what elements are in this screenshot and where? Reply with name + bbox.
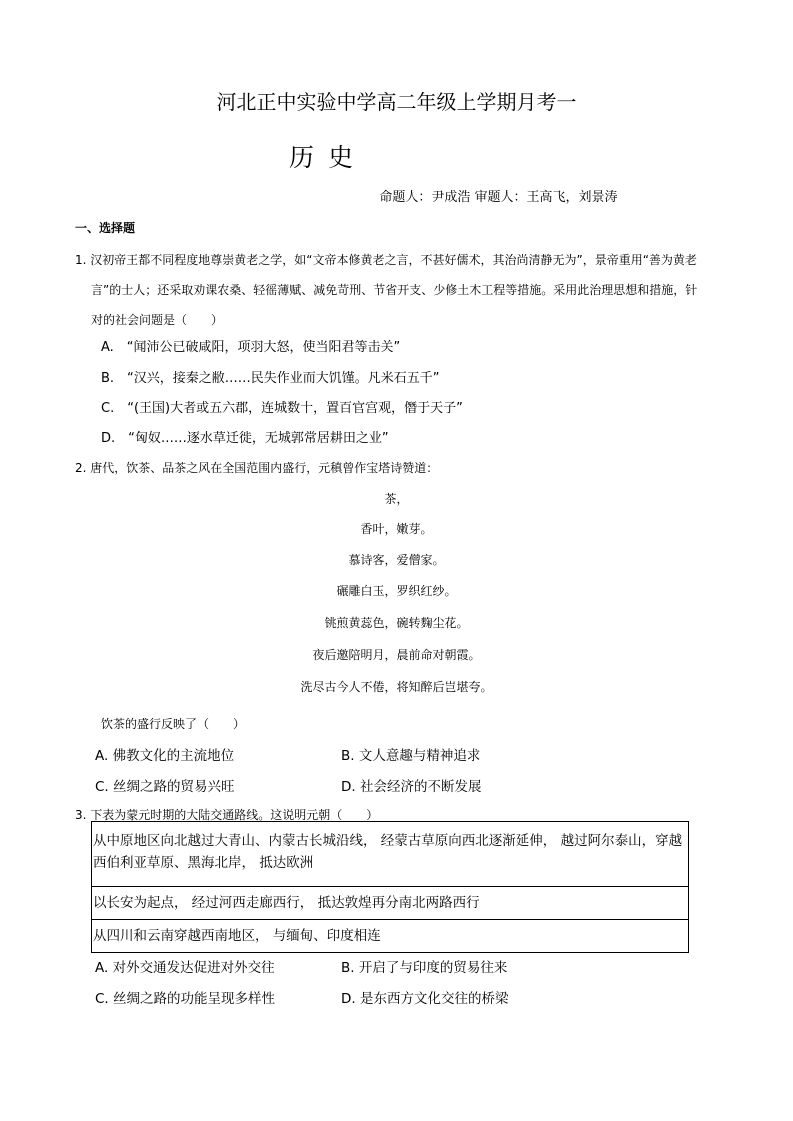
poem-line-6: 夜后邀陪明月，晨前命对朝霞。 [312, 648, 481, 662]
q1-line-3: 对的社会问题是（ ） [91, 313, 224, 327]
poem-line-5: 铫煎黄蕊色，碗转麴尘花。 [324, 616, 469, 630]
route-cell-3: 从四川和云南穿越西南地区， 与缅甸、印度相连 [92, 920, 689, 953]
q1-line-1: 1. 汉初帝王都不同程度地尊崇黄老之学，如“文帝本修黄老之言，不甚好儒术，其治尚清静无为”，景帝重用“善为黄老 [75, 253, 697, 267]
table-row [92, 920, 689, 953]
route-cell-1: 从中原地区向北越过大青山、内蒙古长城沿线， 经蒙古草原向西北逐渐延伸， 越过阿尔泰山，穿越西伯利亚草原、黑海北岸， 抵达欧洲 [92, 822, 689, 887]
section-heading: 一、选择题 [75, 221, 136, 235]
author-line: 命题人：尹成浩 审题人：王高飞，刘景涛 [379, 190, 618, 205]
q3-stem: 3. 下表为蒙元时期的大陆交通路线。这说明元朝（ ） [75, 808, 379, 822]
q2-stem: 2. 唐代，饮茶、品茶之风在全国范围内盛行，元稹曾作宝塔诗赞道： [75, 461, 439, 475]
q2-option-d: D. 社会经济的不断发展 [341, 779, 482, 795]
table-row [92, 887, 689, 920]
q2-option-c: C. 丝绸之路的贸易兴旺 [95, 779, 235, 795]
route-table [91, 821, 689, 953]
poem-line-4: 碾雕白玉，罗织红纱。 [336, 584, 457, 598]
q1-option-b: B. “汉兴，接秦之敝……民失作业而大饥馑。凡米石五千” [101, 371, 440, 386]
q1-option-d: D. “匈奴……逐水草迁徙，无城郭常居耕田之业” [101, 431, 389, 446]
poem-line-7: 洗尽古今人不倦，将知醉后岂堪夸。 [300, 680, 493, 694]
poem-line-3: 慕诗客，爱僧家。 [348, 553, 445, 567]
q3-option-d: D. 是东西方文化交往的桥梁 [341, 991, 509, 1007]
route-cell-2: 以长安为起点， 经过河西走廊西行， 抵达敦煌再分南北两路西行 [92, 887, 689, 920]
q2-question: 饮茶的盛行反映了（ ） [101, 717, 246, 731]
poem-line-2: 香叶，嫩芽。 [360, 522, 433, 536]
q1-option-c: C. “(王国)大者或五六郡，连城数十，置百官宫观，僭于天子” [101, 401, 463, 416]
q3-option-b: B. 开启了与印度的贸易往来 [341, 960, 508, 976]
q3-option-a: A. 对外交通发达促进对外交往 [95, 960, 275, 976]
table-row [92, 822, 689, 887]
q2-option-b: B. 文人意趣与精神追求 [341, 748, 481, 764]
q3-option-c: C. 丝绸之路的功能呈现多样性 [95, 991, 276, 1007]
q1-option-a: A. “闻沛公已破咸阳，项羽大怒，使当阳君等击关” [101, 340, 401, 355]
q1-line-2: 言”的士人；还采取劝课农桑、轻徭薄赋、减免苛刑、节省开支、少修土木工程等措施。采用此治理思想和措施，针 [91, 283, 698, 297]
q2-option-a: A. 佛教文化的主流地位 [95, 748, 235, 764]
exam-title: 河北正中实验中学高二年级上学期月考一 [216, 90, 577, 114]
subject-title: 历史 [289, 143, 368, 172]
poem-line-1: 茶， [384, 492, 409, 506]
